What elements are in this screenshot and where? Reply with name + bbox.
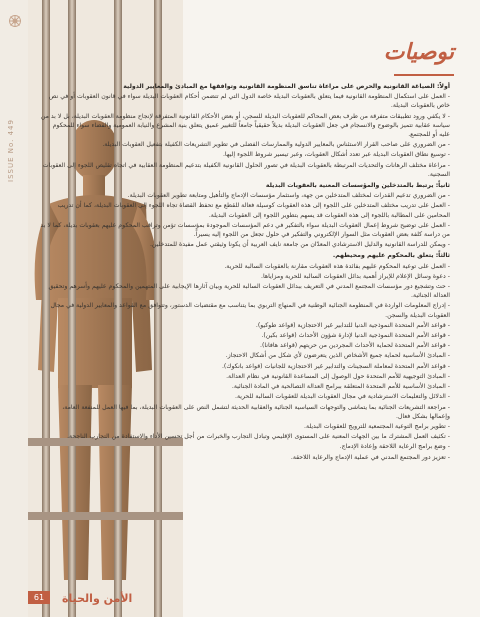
recommendation-item: - تكثيف العمل المشترك ما بين الجهات المعنية على المستوى الإقليمي وتبادل التجارب والخبرات من أجل تحسين الأداء والاستفادة من التجارب الناجحة. (67, 433, 450, 441)
recommendation-item: - حث وتشجيع دور مؤسسات المجتمع المدني في التعريف ببدائل العقوبات السالبة للحرية وبيان آثارها الإيجابية على المتهمين والمحكوم عليهم وأسرهم وتحقيق العدالة الجنائية. (48, 283, 450, 300)
recommendation-item: - المبادئ الأساسية للأمم المتحدة المتعلقة ببرامج العدالة التصالحية في المادة الجنائية. (231, 383, 450, 391)
recommendation-item: - المبادئ الأساسية لحماية جميع الأشخاص الذين يتعرضون لأي شكل من أشكال الاحتجاز. (225, 352, 450, 360)
recommendation-item: - ويمكن للدراسة القانونية والدليل الاسترشادي المعدّان من جامعة نايف العربية أن يكونا وثيقتي عمل مفيدة للمتدخلين. (149, 241, 450, 249)
recommendation-item: - العمل على توضيح شروط إعمال العقوبات البديلة سواء بالتفكير في دعم المؤسسات الموجودة بمؤسسات تؤمن وتراقب المحكوم عليهم بعقوبات بديلة، كما لا بد من دراسة كلفة بعض العقوبات مثل السوار الإلكتروني والتفكير في حلول تجعل من اللجوء إليه يسيراً. (40, 221, 450, 239)
section-heading: أولاً: الصياغة القانونية والحرص على مراعاة تناسق المنظومة القانونية وتوافقها مع المبادئ والمعايير الدولية (123, 83, 450, 90)
recommendation-item: - وضع برامج الرعاية اللاحقة وإعادة الإدماج. (339, 443, 450, 451)
page-number: 61 (28, 591, 50, 604)
recommendation-item: - مراعاة مختلف الرهانات والتحديات المرتبطة بالعقوبات البديلة في تصور الحلول القانونية الكفيلة بتدعيم المنظومة العقابية في اتجاه تقليص اللجوء إلى العقوبات السجنية. (42, 161, 450, 178)
issue-number: ISSUE No. 449 (7, 119, 15, 182)
recommendation-item: - المبادئ التوجيهية للأمم المتحدة حول الوصول إلى المساعدة القانونية في نظام العدالة. (226, 372, 450, 380)
article-title-block (384, 40, 454, 76)
section-heading: ثانياً: يرتبط بالمتدخلين والمؤسسات المعنية بالعقوبات البديلة (265, 182, 450, 190)
recommendation-item: - قواعد الأمم المتحدة النموذجية الدنيا للتدابير غير الاحتجازية (قواعد طوكيو). (255, 321, 450, 329)
recommendation-item: - دعوة وسائل الإعلام للإبراز أهمية بدائل العقوبات السالبة للحرية ومزاياها. (261, 272, 450, 280)
recommendation-item: - مراجعة التشريعات الجنائية بما يتماشى والتوجهات السياسية الجنائية والعقابية الحديثة لتشمل النص على العقوبات البديلة، بما فيها العمل للمنفعة العامة، وإعمالها بشكل فعال. (62, 403, 450, 420)
side-margin (0, 0, 28, 617)
magazine-brand: الأمن والحياة (62, 592, 133, 605)
recommendation-item: - من الضروري تدعيم القدرات لمختلف المتدخلين من جهة، واستثمار مؤسسات الإدماج والتأهيل ومتابعة تطوير العقوبات البديلة. (127, 192, 450, 200)
recommendation-item: - العمل على تدريب مختلف المتدخلين على اللجوء إلى هذه العقوبات كوسيلة فعالة للقطع مع تحفظ القضاة تجاه اللجوء إلى العقوبات البديلة، كما أن تدريب المحامين على المطالبة باللجوء إلى هذه العقوبات قد يسهم بتطوير اللجوء إلى العقوبات البديلة. (57, 202, 450, 219)
recommendation-item: - قواعد الأمم المتحدة لحماية الأحداث المجردين من حريتهم (قواعد هافانا). (260, 342, 450, 350)
recommendation-item: - من الضروري على صاحب القرار الاستئناس بالمعايير الدولية والممارسات الفضلى في تطوير التشريعات الكفيلة بتفعيل العقوبات البديلة. (102, 141, 450, 149)
article-title: توصيات (383, 40, 454, 65)
title-underline (394, 74, 454, 76)
recommendation-item: - قواعد الأمم المتحدة لمعاملة السجينات والتدابير غير الاحتجازية للجانيات (قواعد بانكوك). (221, 362, 450, 370)
recommendation-item: - تطوير برامج التوعية المجتمعية للترويج للعقوبات البديلة. (304, 422, 450, 430)
recommendation-item: - قواعد الأمم المتحدة النموذجية الدنيا لإدارة شؤون الأحداث (قواعد بكين). (261, 332, 450, 340)
recommendation-item: - العمل على توعية المحكوم عليهم بفائدة هذه العقوبات مقارنة بالعقوبات السالبة للحرية. (224, 262, 450, 270)
recommendation-item: - الدلائل والتعليمات الاسترشادية في مجال العقوبات البديلة للعقوبات السالبة للحرية. (235, 393, 450, 401)
recommendation-item: - تعزيز دور المجتمع المدني في عملية الإدماج والرعاية اللاحقة. (290, 453, 450, 461)
recommendation-item: - لا يكفي ورود تطبيقات متفرقة من طرف بعض المحاكم للعقوبات البديلة للسجن، أو بعض الأحكام القانونية المتفرقة لإنجاح منظومة العقوبات البديلة، بل لا بد من سياسة عقابية تتميز بالوضوح والانسجام في جعل العقوبات البديلة بديلاً حقيقياً جامعاً للتغيير عميق يتعلق بنية المشرع والنيابة العمومية والقضاء سواء للمحكوم عليه أو للمجتمع. (40, 112, 450, 139)
ornament-icon (8, 14, 22, 28)
section-heading: ثالثاً: يتعلق بالمحكوم عليهم ومحيطهم. (332, 252, 450, 260)
recommendation-item: - العمل على استكمال المنظومة القانونية فيما يتعلق بالعقوبات البديلة خاصة الدول التي لم تتضمن أحكام العقوبات البديلة سواء في قانون العقوبات أو في نص خاص بالعقوبات البديلة. (48, 93, 450, 110)
recommendation-item: - إدراج المعلومات الواردة في المنظومة الجنائية الوطنية في المنهاج التربوي بما يتناسب مع مقتضيات الدستور، وتتوافق مع القواعد والمعايير الدولية في مجال العقوبات البديلة والسجن. (50, 302, 450, 319)
article-body (40, 82, 450, 587)
recommendation-item: - توسيع نطاق العقوبات البديلة عبر تعدد أشكال العقوبات، وعبر تيسير شروط اللجوء إليها. (222, 151, 450, 159)
